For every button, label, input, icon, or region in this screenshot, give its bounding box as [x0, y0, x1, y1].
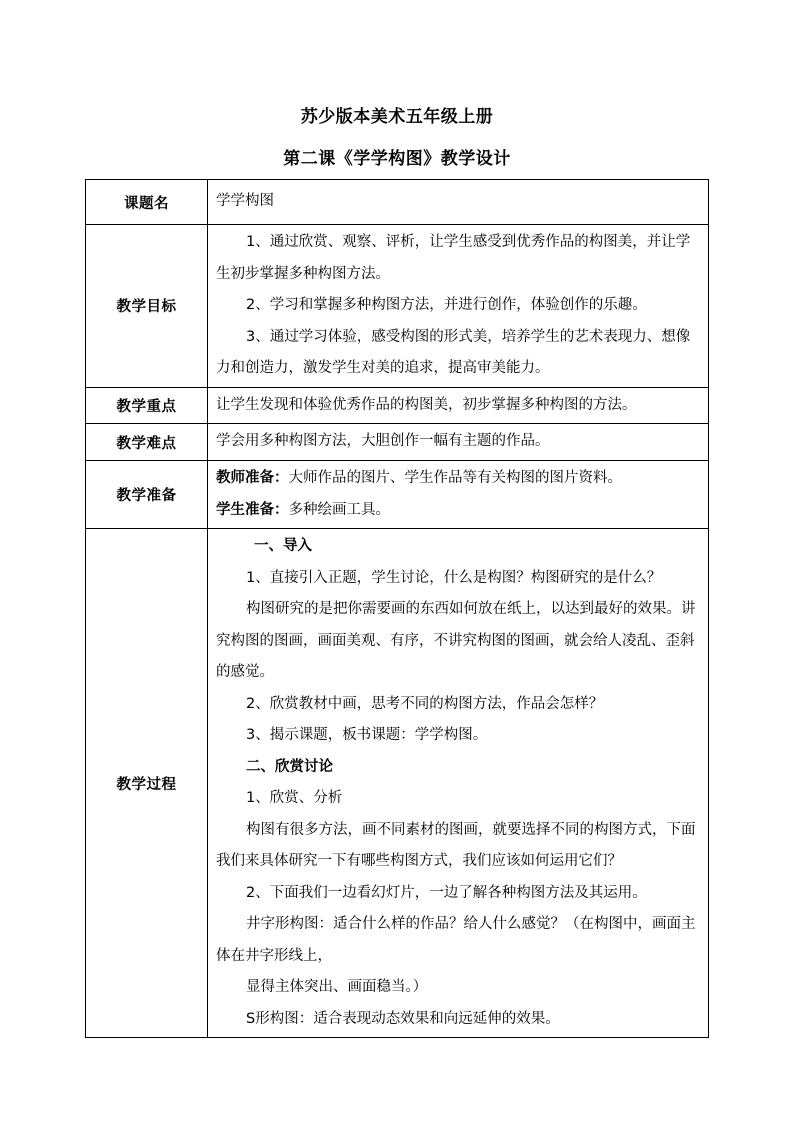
document-title: 苏少版本美术五年级上册 — [300, 107, 494, 127]
process-paragraph: 1、欣赏、分析 — [246, 790, 343, 806]
student-preparation-value: 多种绘画工具。 — [288, 501, 390, 518]
objectives-content — [208, 225, 709, 388]
difficulties-value: 学会用多种构图方法，大胆创作一幅有主题的作品。 — [208, 424, 709, 461]
lesson-plan-table — [85, 179, 709, 1038]
process-paragraph: S形构图：适合表现动态效果和向远延伸的效果。 — [246, 1010, 560, 1027]
process-paragraph: 显得主体突出、画面稳当。） — [246, 979, 428, 995]
key-points-label: 教学重点 — [86, 387, 208, 424]
lesson-title: 第二课《学学构图》教学设计 — [283, 149, 511, 169]
process-paragraph: 井字形构图：适合什么样的作品？给人什么感觉？（在构图中，画面主体在井字形线上， — [216, 916, 696, 964]
row-lesson-name — [86, 180, 709, 225]
row-preparation — [86, 461, 709, 529]
preparation-content — [208, 461, 709, 529]
section-heading: 二、欣赏讨论 — [246, 758, 333, 775]
student-preparation-label: 学生准备： — [216, 501, 289, 518]
teacher-preparation-value: 大师作品的图片、学生作品等有关构图的图片资料。 — [288, 470, 622, 486]
row-difficulties — [86, 424, 709, 461]
process-paragraph: 2、下面我们一边看幻灯片，一边了解各种构图方法及其运用。 — [246, 884, 647, 901]
process-paragraph: 1、直接引入正题，学生讨论，什么是构图？构图研究的是什么？ — [246, 569, 662, 586]
objective-item: 2、学习和掌握多种构图方法，并进行创作，体验创作的乐趣。 — [246, 297, 647, 313]
row-objectives — [86, 225, 709, 388]
process-paragraph: 构图研究的是把你需要画的东西如何放在纸上，以达到最好的效果。讲究构图的图画，画面美观、有序，不讲究构图的图画，就会给人凌乱、歪斜的感觉。 — [216, 601, 696, 680]
lesson-name-value: 学学构图 — [208, 180, 709, 225]
row-process — [86, 529, 709, 1038]
objectives-label: 教学目标 — [86, 225, 208, 388]
process-paragraph: 构图有很多方法，画不同素材的图画，就要选择不同的构图方式，下面我们来具体研究一下有哪些构图方式，我们应该如何运用它们？ — [216, 821, 696, 869]
preparation-label: 教学准备 — [86, 461, 208, 529]
lesson-name-label: 课题名 — [86, 180, 208, 225]
objective-item: 1、通过欣赏、观察、评析，让学生感受到优秀作品的构图美，并让学生初步掌握多种构图方法。 — [216, 234, 691, 282]
process-content — [208, 529, 709, 1038]
key-points-value: 让学生发现和体验优秀作品的构图美，初步掌握多种构图的方法。 — [208, 387, 709, 424]
process-paragraph: 3、揭示课题，板书课题：学学构图。 — [246, 727, 488, 743]
process-paragraph: 2、欣赏教材中画，思考不同的构图方法，作品会怎样？ — [246, 695, 604, 712]
student-preparation — [216, 495, 700, 527]
teacher-preparation-label: 教师准备： — [216, 470, 289, 486]
section-heading: 一、导入 — [254, 538, 312, 554]
row-key-points — [86, 387, 709, 424]
teacher-preparation — [216, 463, 700, 495]
objective-item: 3、通过学习体验，感受构图的形式美，培养学生的艺术表现力、想像力和创造力，激发学生对美的追求，提高审美能力。 — [216, 328, 691, 376]
difficulties-label: 教学难点 — [86, 424, 208, 461]
process-label: 教学过程 — [86, 529, 208, 1038]
